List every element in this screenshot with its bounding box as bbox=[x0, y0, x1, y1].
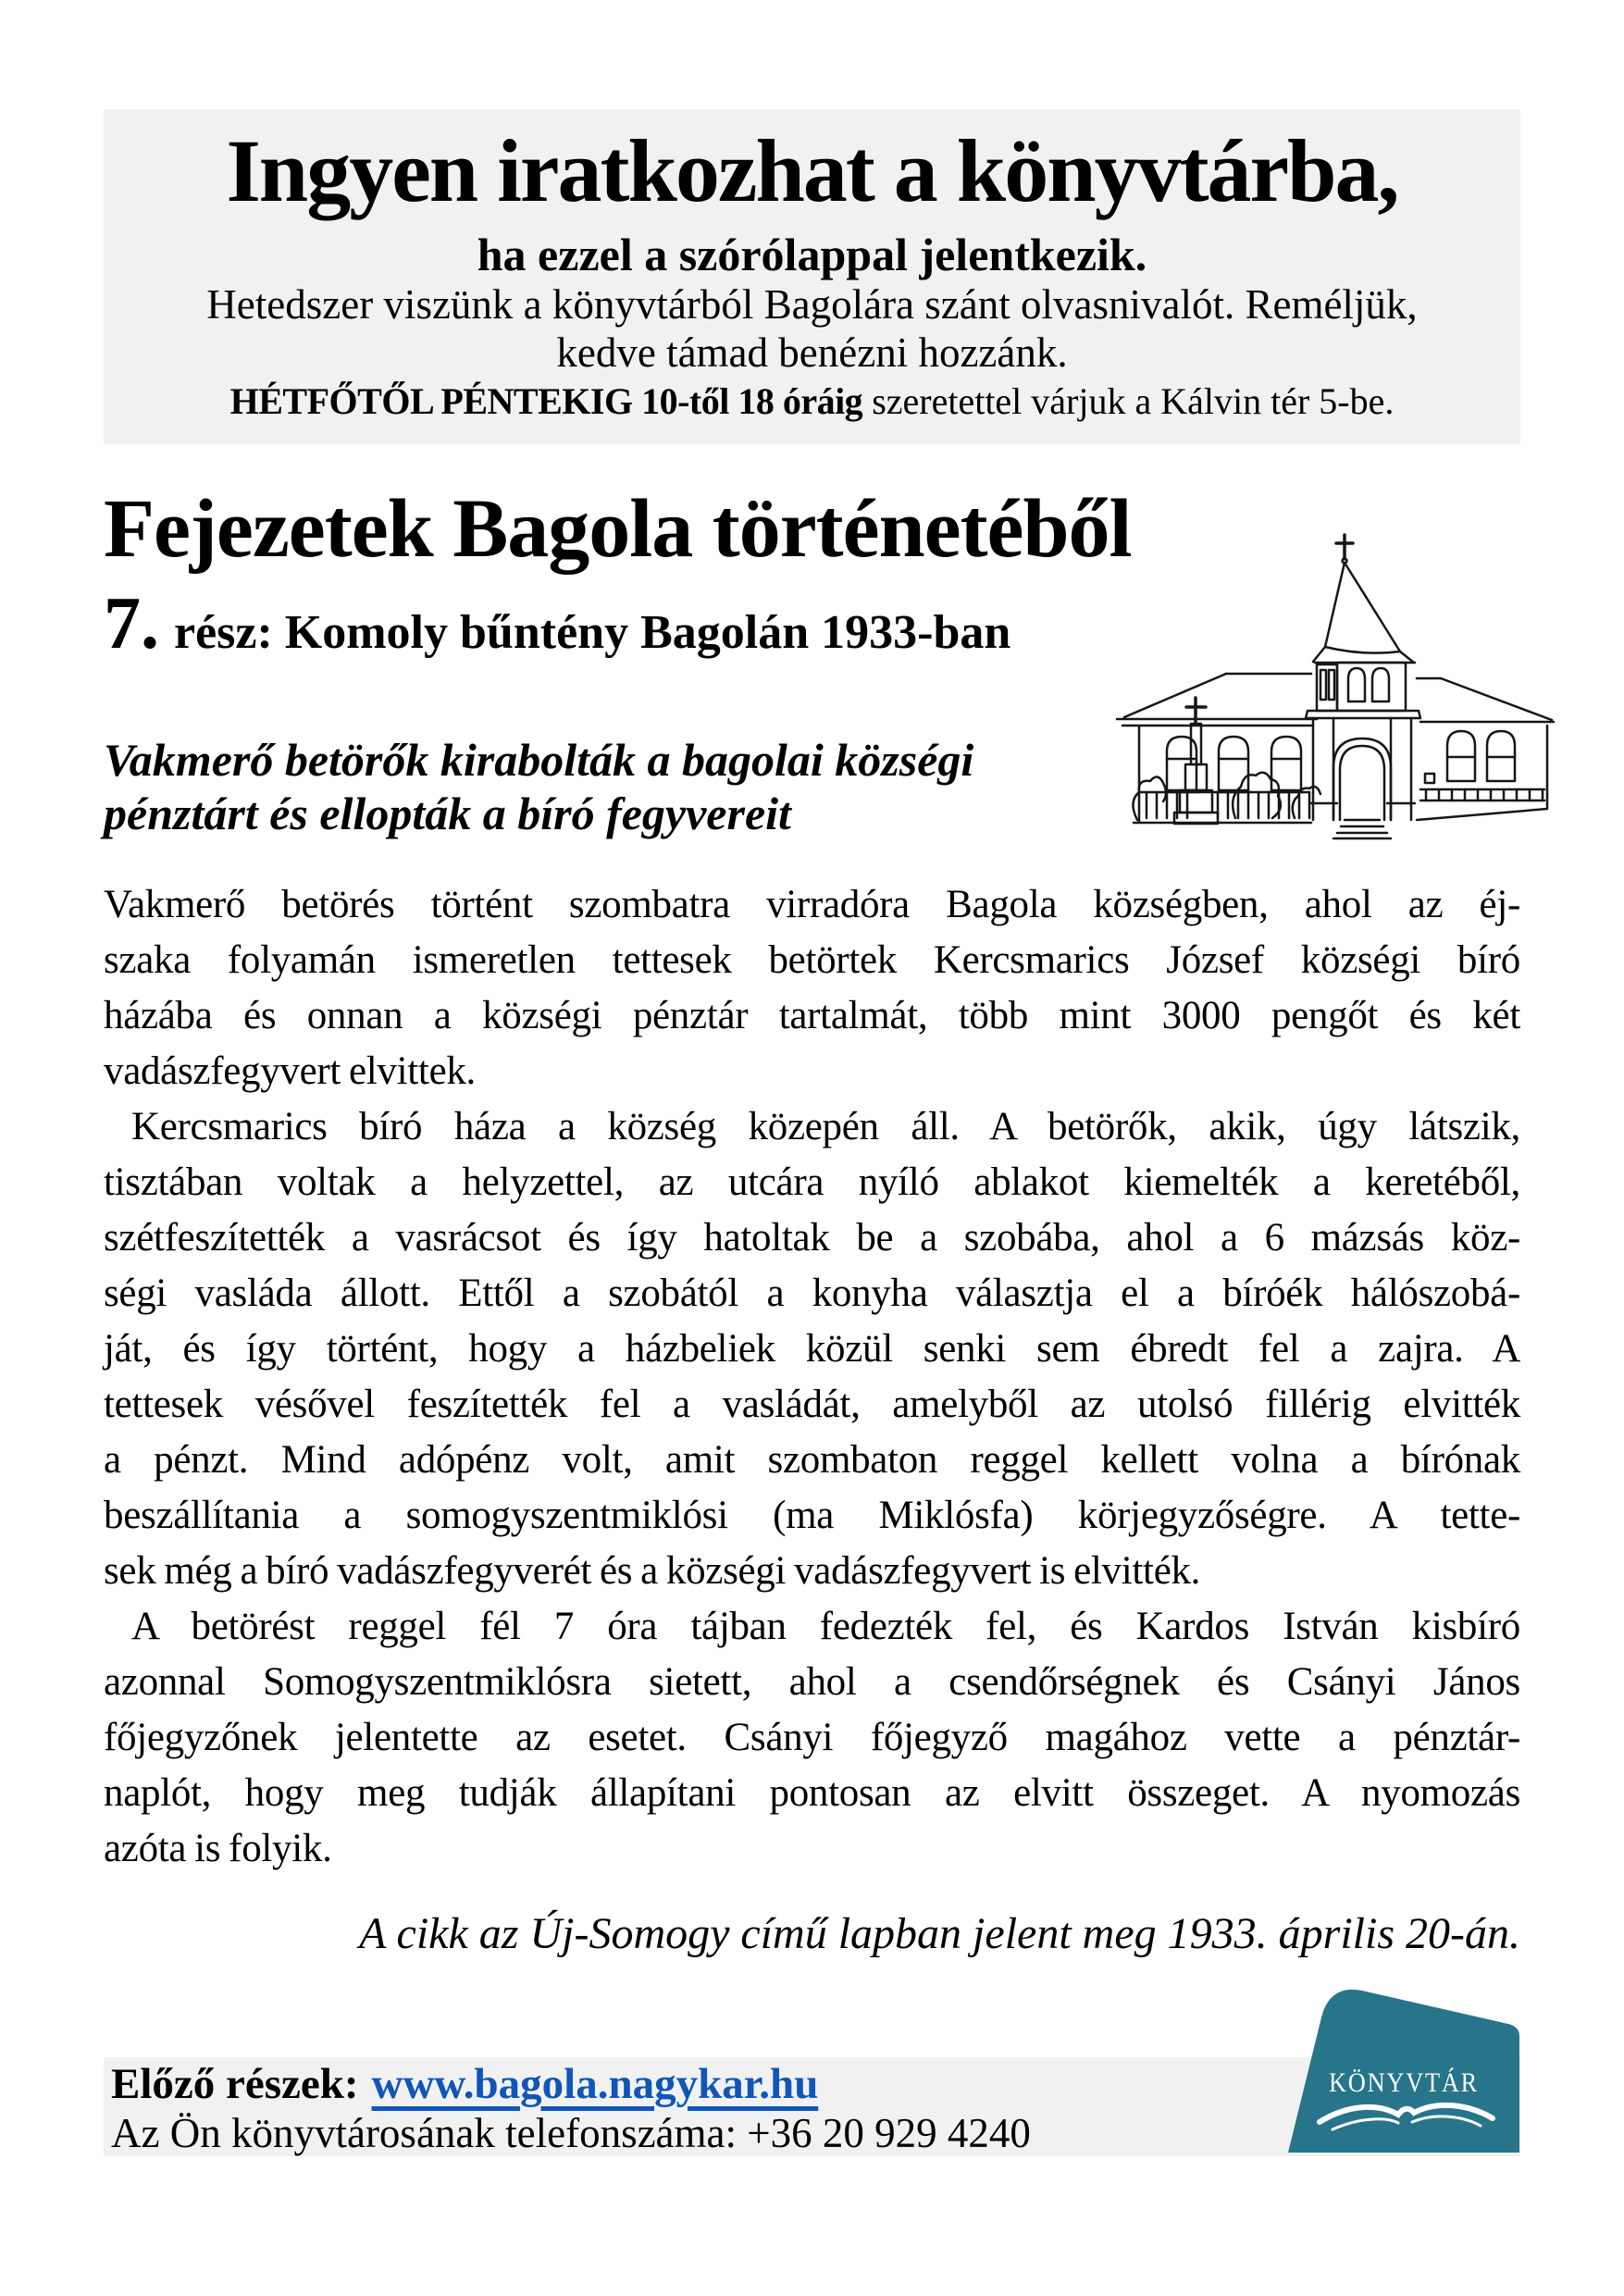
previous-parts-line bbox=[111, 2059, 818, 2109]
library-logo bbox=[1286, 1971, 1520, 2156]
body-line: A betörést reggel fél 7 óra tájban fedezték fel, és Kardos István kisbíró bbox=[131, 1605, 1520, 1648]
church-shrubs bbox=[1133, 773, 1320, 820]
article-part-line bbox=[104, 583, 1011, 664]
body-line: Vakmerő betörés történt szombatra virradóra Bagola községben, ahol az éj- bbox=[104, 883, 1520, 926]
body-line: a pénzt. Mind adópénz volt, amit szombaton reggel kellett volna a bírónak bbox=[104, 1438, 1520, 1482]
body-line: szaka folyamán ismeretlen tettesek betörtek Kercsmarics József községi bíró bbox=[104, 938, 1520, 982]
logo-text: KÖNYVTÁR bbox=[1329, 2067, 1479, 2098]
church-tower bbox=[1306, 663, 1420, 718]
church-illustration bbox=[1097, 526, 1559, 877]
body-line: vadászfegyvert elvittek. bbox=[104, 1049, 477, 1093]
body-line: tettesek vésővel feszítették fel a vasládát, amelyből az utolsó fillérig elvitték bbox=[104, 1383, 1520, 1426]
body-line: azonnal Somogyszentmiklósra sietett, ahol a csendőrségnek és Csányi János bbox=[104, 1660, 1520, 1704]
body-line: főjegyzőnek jelentette az esetet. Csányi főjegyző magához vette a pénztár- bbox=[104, 1716, 1520, 1759]
previous-parts-label: Előző részek: bbox=[111, 2060, 359, 2108]
promo-box bbox=[104, 109, 1520, 444]
article-lead bbox=[104, 733, 973, 840]
body-line: Kercsmarics bíró háza a község közepén áll. A betörők, akik, úgy látszik, bbox=[131, 1105, 1520, 1148]
promo-hours-bold: HÉTFŐTŐL PÉNTEKIG 10-től 18 óráig bbox=[229, 379, 863, 422]
church-spire bbox=[1313, 563, 1415, 663]
body-line: házába és onnan a községi pénztár tartalmát, több mint 3000 pengőt és két bbox=[104, 994, 1520, 1037]
body-line: sek még a bíró vadászfegyverét és a községi vadászfegyvert is elvitték. bbox=[104, 1549, 1201, 1593]
church-right-wing bbox=[1417, 678, 1554, 820]
article-credit: A cikk az Új-Somogy című lapban jelent meg 1933. április 20-án. bbox=[359, 1909, 1520, 1958]
part-number: 7. bbox=[104, 583, 159, 664]
body-line: naplót, hogy meg tudják állapítani pontosan az elvitt összeget. A nyomozás bbox=[104, 1771, 1520, 1815]
promo-hours-rest: szeretettel várjuk a Kálvin tér 5-be. bbox=[862, 379, 1395, 422]
part-title: rész: Komoly bűntény Bagolán 1933-ban bbox=[174, 606, 1011, 659]
body-line: szétfeszítették a vasrácsot és így hatoltak be a szobába, ahol a 6 mázsás köz- bbox=[104, 1216, 1520, 1260]
promo-line-1: Hetedszer viszünk a könyvtárból Bagolára szánt olvasnivalót. Reméljük, bbox=[206, 280, 1418, 328]
article-title: Fejezetek Bagola történetéből bbox=[104, 483, 1132, 575]
article-body bbox=[104, 877, 1520, 1877]
body-line: tisztában voltak a helyzettel, az utcára nyíló ablakot kiemelték a keretéből, bbox=[104, 1160, 1520, 1204]
body-line: ját, és így történt, hogy a házbeliek közül senki sem ébredt fel a zajra. A bbox=[104, 1327, 1520, 1371]
previous-parts-link[interactable]: www.bagola.nagykar.hu bbox=[371, 2060, 819, 2108]
body-line: ségi vasláda állott. Ettől a szobától a konyha választja el a bíróék hálószobá- bbox=[104, 1272, 1520, 1315]
lead-line-2: pénztárt és ellopták a bíró fegyvereit bbox=[104, 788, 791, 839]
church-cross-icon bbox=[1336, 535, 1353, 564]
promo-headline: Ingyen iratkozhat a könyvtárba, bbox=[226, 121, 1398, 220]
promo-line-2: kedve támad benézni hozzánk. bbox=[556, 329, 1068, 376]
body-line: azóta is folyik. bbox=[104, 1827, 332, 1870]
church-portico bbox=[1309, 718, 1415, 838]
promo-subheadline: ha ezzel a szórólappal jelentkezik. bbox=[477, 228, 1147, 280]
promo-hours bbox=[104, 377, 1520, 427]
body-line: beszállítania a somogyszentmiklósi (ma Miklósfa) körjegyzőségre. A tette- bbox=[104, 1494, 1520, 1537]
librarian-phone-line: Az Ön könyvtárosának telefonszáma: +36 20 929 4240 bbox=[111, 2110, 1031, 2156]
lead-line-1: Vakmerő betörők kirabolták a bagolai községi bbox=[104, 734, 974, 786]
